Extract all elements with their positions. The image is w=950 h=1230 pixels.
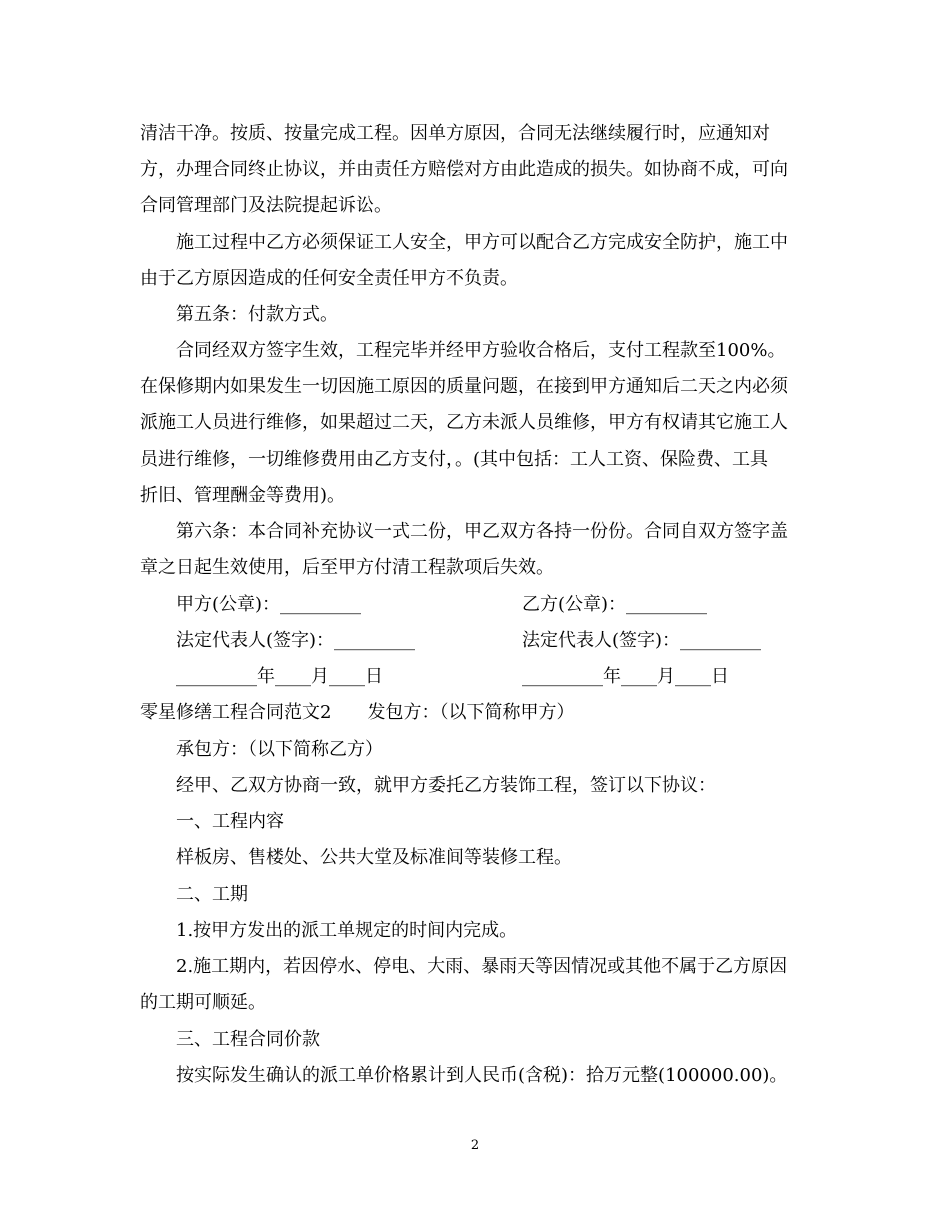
party-a-representative: 法定代表人(签字)：_________	[176, 630, 416, 651]
text-line: 第六条：本合同补充协议一式二份，甲乙双方各持一份份。合同自双方签字盖	[176, 521, 788, 542]
text-line: 合同管理部门及法院提起诉讼。	[140, 195, 392, 216]
section-heading: 三、工程合同价款	[176, 1029, 320, 1050]
agreement-line: 经甲、乙双方协商一致，就甲方委托乙方装饰工程，签订以下协议：	[176, 775, 716, 796]
text-line: 章之日起生效使用，后至甲方付清工程款项后失效。	[140, 557, 554, 578]
party-b-seal: 乙方(公章)：_________	[522, 594, 708, 615]
section-heading: 一、工程内容	[176, 811, 284, 832]
party-a-seal: 甲方(公章)：_________	[176, 594, 362, 615]
text-line: 清洁干净。按质、按量完成工程。因单方原因，合同无法继续履行时，应通知对	[140, 123, 770, 144]
text-line: 派施工人员进行维修，如果超过二天，乙方未派人员维修，甲方有权请其它施工人	[140, 412, 788, 433]
text-line: 的工期可顺延。	[140, 992, 266, 1013]
text-line: 员进行维修，一切维修费用由乙方支付，。(其中包括：工人工资、保险费、工具	[140, 449, 769, 470]
text-line: 施工过程中乙方必须保证工人安全，甲方可以配合乙方完成安全防护，施工中	[176, 232, 788, 253]
text-line: 1.按甲方发出的派工单规定的时间内完成。	[176, 920, 518, 941]
text-line: 按实际发生确认的派工单价格累计到人民币(含税)：拾万元整(100000.00)。	[176, 1065, 788, 1086]
text-line: 折旧、管理酬金等费用)。	[140, 485, 346, 506]
page-number: 2	[470, 1138, 480, 1153]
contract2-heading: 零星修缮工程合同范文2 发包方：（以下简称甲方）	[140, 702, 575, 723]
section-heading: 二、工期	[176, 884, 248, 905]
text-line: 由于乙方原因造成的任何安全责任甲方不负责。	[140, 268, 518, 289]
party-a-date: _________年____月____日	[176, 666, 383, 687]
party-b-representative: 法定代表人(签字)：_________	[522, 630, 762, 651]
section-heading: 第五条：付款方式。	[176, 304, 338, 325]
text-line: 合同经双方签字生效，工程完毕并经甲方验收合格后，支付工程款至100%。	[176, 340, 786, 361]
text-line: 方，办理合同终止协议，并由责任方赔偿对方由此造成的损失。如协商不成，可向	[140, 159, 788, 180]
party-b-date: _________年____月____日	[522, 666, 729, 687]
text-line: 样板房、售楼处、公共大堂及标准间等装修工程。	[176, 847, 572, 868]
text-line: 2.施工期内，若因停水、停电、大雨、暴雨天等因情况或其他不属于乙方原因	[176, 956, 788, 977]
text-line: 在保修期内如果发生一切因施工原因的质量问题，在接到甲方通知后二天之内必须	[140, 376, 788, 397]
contractor-line: 承包方：（以下简称乙方）	[176, 739, 383, 760]
